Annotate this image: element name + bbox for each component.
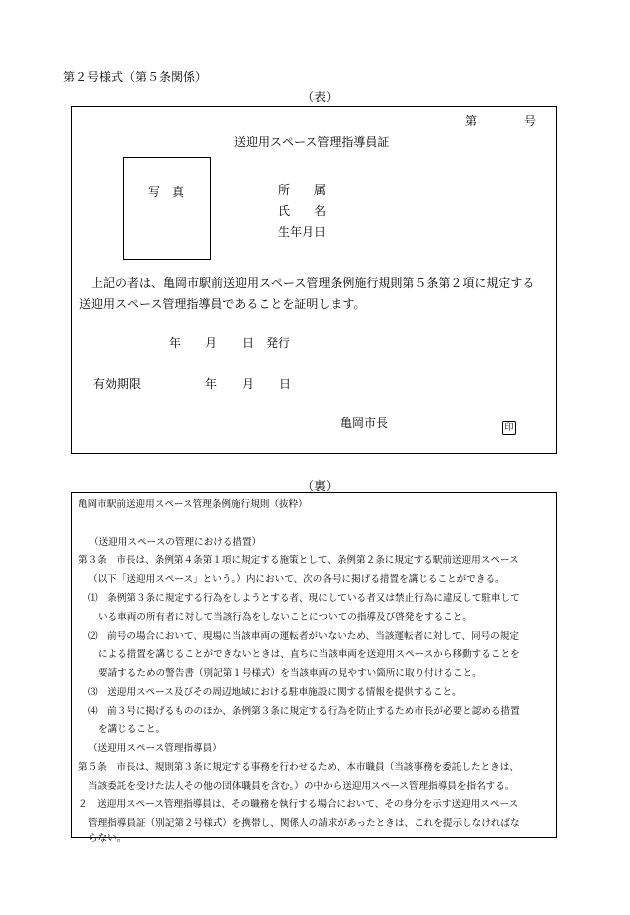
number-prefix: 第	[465, 114, 478, 128]
back-line: （送迎用スペースの管理における措置）	[89, 537, 262, 548]
back-line: （送迎用スペース管理指導員）	[88, 743, 222, 754]
id-card-back	[71, 492, 557, 844]
field-birthdate: 生年月日	[278, 225, 327, 239]
back-line: ⑶ 送迎用スペース及びその周辺地域における駐車施設に関する情報を提供すること。	[88, 687, 462, 698]
back-line: 要請するための警告書（別記第１号様式）を当該車両の見やすい箇所に取り付けること。	[98, 668, 482, 679]
back-line: による措置を講じることができないときは、直ちに当該車両を送迎用スペースから移動することを	[98, 649, 520, 660]
id-card-front	[71, 106, 557, 454]
issue-year: 年	[169, 336, 182, 350]
back-line: ⑵ 前号の場合において、現場に当該車両の運転者がいないため、当該運転者に対して、同号の規定	[88, 631, 519, 642]
seal-label: 印	[502, 421, 516, 435]
back-line: ２ 送迎用スペース管理指導員は、その職務を執行する場合において、その身分を示す送迎用スペース	[78, 799, 519, 810]
certification-line1: 上記の者は、亀岡市駅前送迎用スペース管理条例施行規則第５条第２項に規定する	[91, 276, 535, 290]
card-title: 送迎用スペース管理指導員証	[234, 135, 390, 149]
issue-label: 発行	[266, 336, 291, 350]
expiry-day: 日	[279, 377, 292, 391]
issue-month: 月	[205, 336, 218, 350]
issuer-name: 亀岡市長	[340, 416, 389, 430]
seal-mark	[502, 415, 516, 435]
certification-line2: 送迎用スペース管理指導員であることを証明します。	[79, 297, 366, 311]
back-side-label: （裏）	[302, 479, 339, 493]
back-line: ⑷ 前３号に掲げるもののほか、条例第３条に規定する行為を防止するため市長が必要と認める措置	[88, 706, 520, 717]
back-line: （以下「送迎用スペース」という。）内において、次の各号に掲げる措置を講じることができる。	[88, 574, 505, 585]
expiry-year: 年	[205, 377, 218, 391]
back-line: 第３条 市長は、条例第４条第１項に規定する施策として、条例第２条に規定する駅前送迎用スペース	[78, 555, 519, 566]
back-line: ⑴ 条例第３条に規定する行為をしようとする者、現にしている者又は禁止行為に違反して駐車して	[88, 593, 520, 604]
field-name: 氏 名	[278, 204, 327, 218]
issue-day: 日	[242, 336, 255, 350]
back-line: 第５条 市長は、規則第３条に規定する事務を行わせるため、本市職員（当該事務を委託したときは、	[78, 762, 519, 773]
photo-label: 写 真	[148, 185, 185, 199]
back-line: を講じること。	[98, 724, 166, 735]
back-line: 管理指導員証（別記第２号様式）を携帯し、関係人の請求があったときは、これを提示しなければな	[88, 818, 520, 829]
back-line: 亀岡市駅前送迎用スペース管理条例施行規則（抜粋）	[78, 499, 308, 510]
form-number: 第２号様式（第５条関係）	[63, 70, 208, 84]
front-side-label: （表）	[302, 90, 339, 104]
number-suffix: 号	[524, 114, 537, 128]
expiry-month: 月	[242, 377, 255, 391]
field-affiliation: 所 属	[278, 183, 327, 197]
expiry-label: 有効期限	[93, 377, 142, 391]
back-line: 当該委託を受けた法人その他の団体職員を含む。）の中から送迎用スペース管理指導員を指名する。	[88, 781, 515, 792]
photo-box	[123, 157, 211, 260]
back-line: いる車両の所有者に対して当該行為をしないことについての指導及び啓発をすること。	[98, 612, 472, 623]
back-line: らない。	[88, 833, 127, 844]
